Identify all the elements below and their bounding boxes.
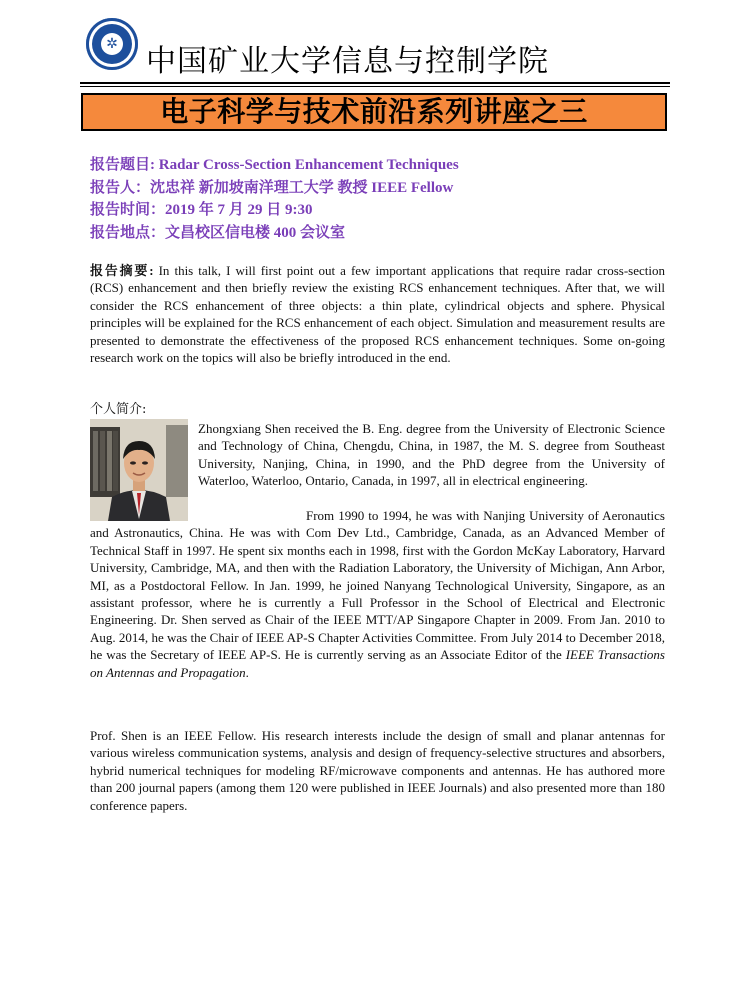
bio-p1-text: Zhongxiang Shen received the B. Eng. degree from the University of Electronic Science and Technology of China, Chengdu, China, in 1987, the M. S. degree from Southeast University, Nanjing, China, in 1990, and the PhD degree from the University of Waterloo, Waterloo, Ontario, Canada, in 1997, all in electrical engineering. xyxy=(198,421,665,489)
logo-center-icon: ✲ xyxy=(101,33,123,55)
university-logo-icon xyxy=(86,18,138,70)
lecture-place: 报告地点：文昌校区信电楼 400 会议室 xyxy=(90,224,346,241)
bio-paragraph-3: Prof. Shen is an IEEE Fellow. His research interests include the design of small and planar antennas for various wireless communication systems, analysis and design of frequency-selective structures and absorbers, hybrid numerical techniques for modeling RF/microwave components and antennas. He has authored more than 200 journal papers (among them 120 were published in IEEE Journals) and also presented more than 180 conference papers. xyxy=(90,728,665,813)
bio-paragraph-2 xyxy=(90,507,665,681)
lecture-topic: 报告题目: Radar Cross-Section Enhancement Techniques xyxy=(90,157,459,173)
bio-p2-end: . xyxy=(245,664,249,680)
college-name: 中国矿业大学信息与控制学院 xyxy=(146,44,549,79)
lecture-time: 报告时间：2019 年 7 月 29 日 9:30 xyxy=(90,202,313,218)
header-rule-top xyxy=(80,82,670,84)
lecture-info xyxy=(90,154,459,244)
lecture-banner: 电子科学与技术前沿系列讲座之三 xyxy=(81,93,667,131)
abstract-section xyxy=(90,262,665,366)
abstract-label: 报告摘要: xyxy=(90,263,154,278)
bio-label: 个人简介: xyxy=(90,402,147,417)
bio-p2-journal: IEEE Transactions on Antennas and Propagation xyxy=(90,647,665,680)
header-rule-bottom xyxy=(80,86,670,87)
abstract-text: In this talk, I will first point out a few important applications that require radar cross-section (RCS) enhancement and then briefly review the existing RCS enhancement techniques. After that, we will consider the RCS enhancement of three objects: a thin plate, cylindrical objects and sphere. Physical principles will be explained for the RCS enhancement of each object. Simulation and measurement results are presented to demonstrate the effectiveness of the proposed RCS enhancement techniques. Some on-going research work on the topics will also be briefly introduced in the end. xyxy=(90,263,665,366)
bio-section xyxy=(90,420,665,681)
bio-p2-text: From 1990 to 1994, he was with Nanjing University of Aeronautics and Astronautics, China. He was with Com Dev Ltd., Cambridge, Canada, as an Advanced Member of Technical Staff in 1997. He spent six months each in 1998, first with the Gordon McKay Laboratory, Harvard University, Cambridge, MA, and then with the Radiation Laboratory, the University of Michigan, Ann Arbor, MI, as a Postdoctoral Fellow. In Jan. 1999, he joined Nanyang Technological University, Singapore, as an assistant professor, where he is currently a Full Professor in the School of Electrical and Electronic Engineering. Dr. Shen served as Chair of the IEEE MTT/AP Singapore Chapter in 2009. From Jan. 2010 to Aug. 2014, he was the Chair of IEEE AP-S Chapter Activities Committee. From July 2014 to December 2018, he was the Secretary of IEEE AP-S. He is currently serving as an Associate Editor of the xyxy=(90,508,665,663)
lecture-speaker: 报告人：沈忠祥 新加坡南洋理工大学 教授 IEEE Fellow xyxy=(90,179,454,196)
